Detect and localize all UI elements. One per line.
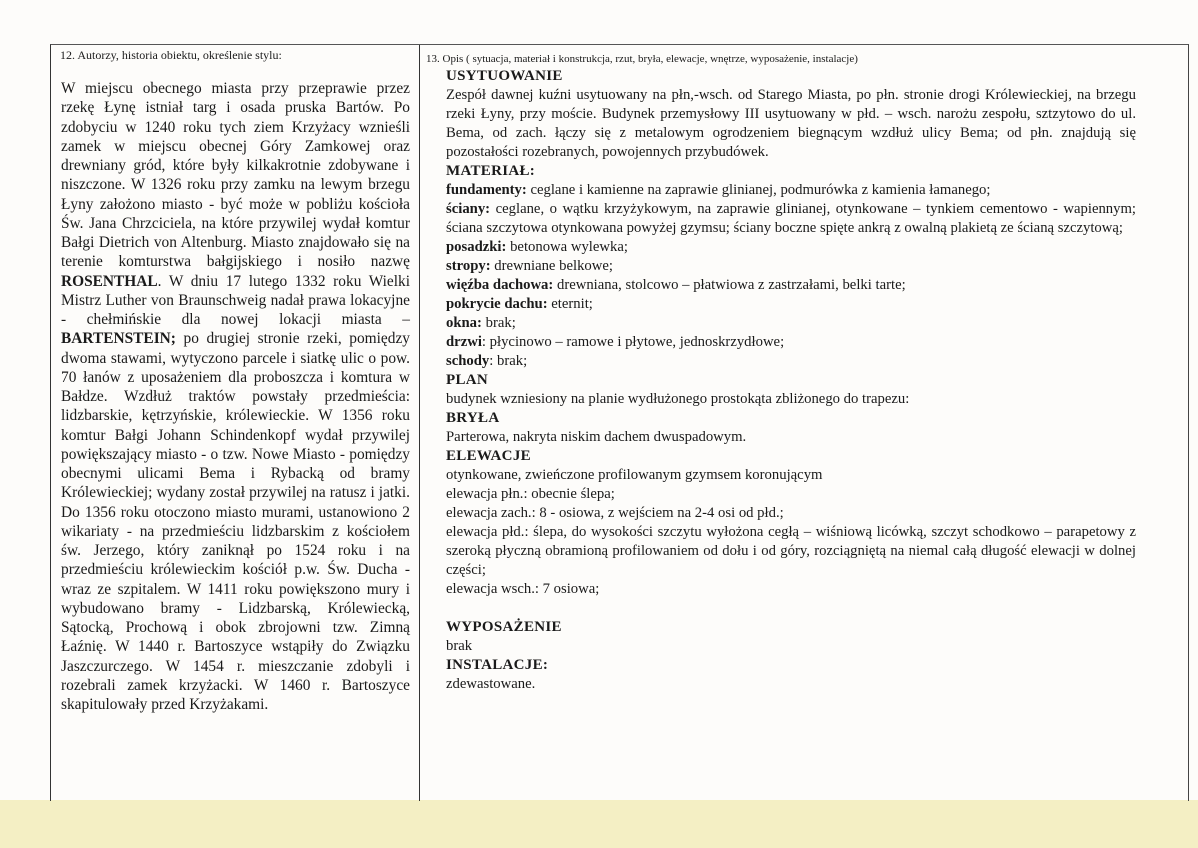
material-schody bbox=[446, 352, 1136, 371]
material-value: drewniane belkowe; bbox=[490, 258, 613, 274]
material-key: fundamenty: bbox=[446, 182, 527, 198]
material-key: stropy: bbox=[446, 258, 491, 274]
material-key: więźba dachowa: bbox=[446, 277, 554, 293]
material-okna bbox=[446, 314, 1136, 333]
material-value: eternit; bbox=[547, 296, 593, 312]
material-key: posadzki: bbox=[446, 239, 507, 255]
scan-bottom-margin bbox=[0, 800, 1198, 848]
history-text-part-b: . W dniu 17 lutego 1332 roku Wielki Mistrz Luther von Braunschweig nadał prawa lokacyjne - chełmińskie dla nowej lokacji miasta – bbox=[61, 272, 410, 328]
material-key: schody bbox=[446, 353, 490, 369]
heading-usytuowanie: USYTUOWANIE bbox=[446, 68, 563, 84]
plan-text: budynek wzniesiony na planie wydłużonego prostokąta zbliżonego do trapezu: bbox=[446, 391, 910, 407]
material-value: brak; bbox=[481, 315, 516, 331]
material-key: drzwi bbox=[446, 334, 482, 350]
usytuowanie-text: Zespół dawnej kuźni usytuowany na płn,-wsch. od Starego Miasta, po płn. stronie drogi Królewieckiej, na brzegu rzeki Łyny, przy moście. Budynek przemysłowy III usytuowany w płd. – wsch. narożu zespołu, sztzytowo do ul. Bema, od zach. łączy się z metalowym ogrodzeniem biegnącym wzdłuż ulicy Bema; od płn. znajdują się pozostałości rozebranych, powojennych przybudówek. bbox=[446, 87, 1136, 160]
elewacje-line: otynkowane, zwieńczone profilowanym gzymsem koronującym bbox=[446, 467, 823, 483]
material-value: betonowa wylewka; bbox=[506, 239, 628, 255]
instalacje-text: zdewastowane. bbox=[446, 676, 536, 692]
wyposazenie-text: brak bbox=[446, 638, 473, 654]
elewacje-line: elewacja płn.: obecnie ślepa; bbox=[446, 486, 615, 502]
material-pokrycie bbox=[446, 295, 1136, 314]
material-sciany bbox=[446, 200, 1136, 238]
material-posadzki bbox=[446, 238, 1136, 257]
material-drzwi bbox=[446, 333, 1136, 352]
history-text-part-a: W miejscu obecnego miasta przy przeprawie przez rzekę Łynę istniał targ i osada pruska Bartów. Po zdobyciu w 1240 roku tych ziem Krzyżacy wznieśli zamek w miejscu obecnej Góry Zamkowej oraz drewniany gród, które były kilkakrotnie zdobywane i niszczone. W 1326 roku przy zamku na lewym brzegu Łyny założono miasto - być może w pobliżu kościoła Św. Jana Chrzciciela, na które przywilej wydał komtur Bałgi Dietrich von Altenburg. Miasto znajdowało się na terenie komturstwa bałgijskiego i nosiło nazwę bbox=[61, 80, 410, 271]
material-value: drewniana, stolcowo – płatwiowa z zastrzałami, belki tarte; bbox=[553, 277, 906, 293]
elewacje-line: elewacja zach.: 8 - osiowa, z wejściem na 2-4 osi od płd.; bbox=[446, 505, 784, 521]
heading-wyposazenie: WYPOSAŻENIE bbox=[446, 619, 562, 635]
spacer bbox=[446, 599, 1136, 618]
material-key: okna: bbox=[446, 315, 482, 331]
heading-bryla: BRYŁA bbox=[446, 410, 500, 426]
section-13-header: 13. Opis ( sytuacja, materiał i konstrukcja, rzut, bryła, elewacje, wnętrze, wyposażenie, instalacje) bbox=[426, 53, 858, 65]
bryla-text: Parterowa, nakryta niskim dachem dwuspadowym. bbox=[446, 429, 747, 445]
history-text-part-c: po drugiej stronie rzeki, pomiędzy dwoma stawami, wytyczono parcele i siatkę ulic o pow. 70 łanów z uposażeniem dla proboszcza i komtura w Bałdze. Wzdłuż traktów powstały przedmieścia: lidzbarskie, kętrzyńskie, królewieckie. W 1356 roku komtur Bałgi Johann Schindenkopf wydał przywilej powiększający miasto - o tzw. Nowe Miasto - pomiędzy obecnymi ulicami Bema i Rybacką od bramy Królewieckiej; wydany został przywilej na ratusz i jatki. Do 1356 roku otoczono miasto murami, ustanowiono 2 wikariaty - na przedmieściu lidzbarskim z kościołem św. Jerzego, który zaniknął po 1524 roku i na przedmieściu królewieckim kościół p.w. Św. Ducha - wraz ze szpitalem. W 1411 roku powiększono mury i wybudowano bramy - Lidzbarską, Królewiecką, Sątocką, Prochową i obok zbrojowni tzw. Zimną Łaźnię. W 1440 r. Bartoszyce wstąpiły do Związku Jaszczurczego. W 1454 r. mieszczanie zdobyli i rozebrali zamek krzyżacki. W 1460 r. Bartoszyce skapitulowały przed Krzyżakami. bbox=[61, 330, 410, 713]
description-body bbox=[446, 67, 1136, 694]
material-value: : płycinowo – ramowe i płytowe, jednoskrzydłowe; bbox=[481, 334, 785, 350]
history-text bbox=[61, 79, 410, 714]
material-wiezba bbox=[446, 276, 1136, 295]
heading-instalacje: INSTALACJE: bbox=[446, 657, 549, 673]
section-12-header: 12. Autorzy, historia obiektu, określenie stylu: bbox=[60, 48, 282, 62]
elewacje-line: elewacja wsch.: 7 osiowa; bbox=[446, 581, 600, 597]
material-value: ceglane, o wątku krzyżykowym, na zaprawie glinianej, otynkowane – tynkiem cementowo - wapiennym; ściana szczytowa otynkowana powyżej gzymsu; ściany boczne spięte ankrą z owalną plakietą ze ścianą szczytową; bbox=[446, 201, 1136, 236]
material-value: ceglane i kamienne na zaprawie glinianej, podmurówka z kamienia łamanego; bbox=[526, 182, 991, 198]
name-rosenthal: ROSENTHAL bbox=[61, 272, 158, 290]
heading-elewacje: ELEWACJE bbox=[446, 448, 531, 464]
elewacje-line: elewacja płd.: ślepa, do wysokości szczytu wyłożona cegłą – wiśniową licówką, szczyt schodkowo – parapetowy z szeroką płyczną obramioną profilowaniem od dołu i od góry, rozciągniętą na niemal całą długość elewacji w dolnej części; bbox=[446, 524, 1136, 578]
name-bartenstein: BARTENSTEIN; bbox=[61, 330, 176, 348]
material-key: ściany: bbox=[446, 201, 491, 217]
material-value: : brak; bbox=[489, 353, 528, 369]
material-stropy bbox=[446, 257, 1136, 276]
material-key: pokrycie dachu: bbox=[446, 296, 548, 312]
heading-material: MATERIAŁ: bbox=[446, 163, 536, 179]
material-fundamenty bbox=[446, 181, 1136, 200]
heading-plan: PLAN bbox=[446, 372, 489, 388]
